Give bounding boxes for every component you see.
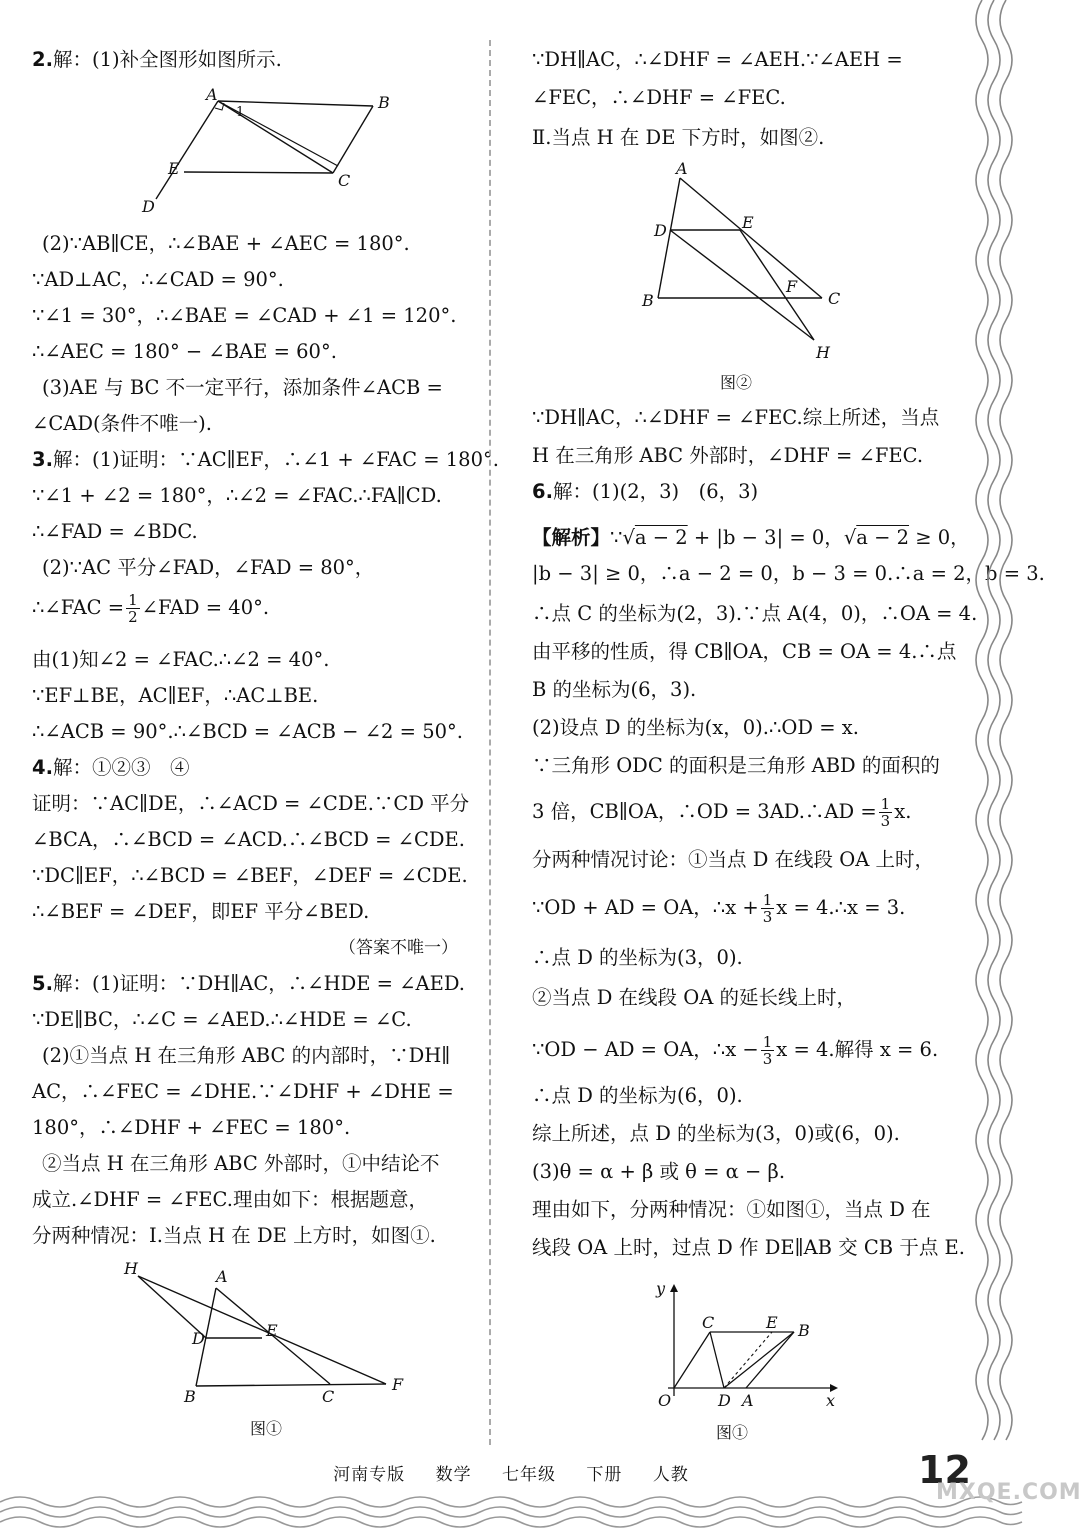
p4-line-1: 证明：∵AC∥DE，∴∠ACD = ∠CDE.∵CD 平分 <box>32 792 470 815</box>
fraction-one-third: $\frac{1}{3}$ <box>762 1033 773 1068</box>
p3-line-2: ∴∠FAD = ∠BDC. <box>32 520 198 543</box>
p3-line-5: 由(1)知∠2 = ∠FAC.∴∠2 = 40°. <box>32 648 330 671</box>
watermark: MXQE.COM <box>936 1480 1082 1505</box>
label-C: C <box>322 1387 335 1406</box>
label-x: x <box>826 1391 836 1410</box>
line-BC-F <box>196 1384 386 1386</box>
r-line-1: ∵DH∥AC，∴∠DHF = ∠AEH.∵∠AEH = <box>532 48 903 71</box>
label-D: D <box>654 221 667 240</box>
label-A: A <box>742 1391 754 1410</box>
p6-line-12: ②当点 D 在线段 OA 的延长线上时， <box>532 986 856 1009</box>
line-DB <box>724 1332 794 1388</box>
p6-line-5: B 的坐标为(6，3). <box>532 678 697 701</box>
page-number: 12 <box>918 1448 971 1492</box>
p6-line-8: 3 倍，CB∥OA，∴OD = 3AD.∴AD = $\frac{1}{3}$ x. <box>532 795 912 830</box>
p3-line-1: ∵∠1 + ∠2 = 180°，∴∠2 = ∠FAC.∴FA∥CD. <box>32 484 442 507</box>
r-line-2: ∠FEC，∴∠DHF = ∠FEC. <box>532 86 786 109</box>
problem-5-heading: 5.解：(1)证明：∵DH∥AC，∴∠HDE = ∠AED. <box>32 972 465 995</box>
label-A: A <box>676 159 688 178</box>
p6-line-15: 综上所述，点 D 的坐标为(3，0)或(6，0). <box>532 1122 900 1145</box>
p6-line-9: 分两种情况讨论：①当点 D 在线段 OA 上时， <box>532 848 934 871</box>
label-A: A <box>206 85 218 104</box>
p6-line-4: 由平移的性质，得 CB∥OA，CB = OA = 4.∴点 <box>532 640 957 663</box>
line-OC <box>674 1332 710 1388</box>
label-B: B <box>184 1387 196 1406</box>
label-H: H <box>816 343 830 362</box>
line-AC <box>680 178 822 298</box>
p2-line-1: (2)∵AB∥CE，∴∠BAE + ∠AEC = 180°. <box>42 232 410 255</box>
r-line-4: ∵DH∥AC，∴∠DHF = ∠FEC.综上所述，当点 <box>532 406 940 429</box>
label-D: D <box>718 1391 731 1410</box>
decorative-wavy-border-right <box>968 0 1022 1460</box>
fraction-one-third: $\frac{1}{3}$ <box>762 891 773 926</box>
footer-publisher: 人教 <box>652 1465 689 1485</box>
page-footer <box>0 1460 1022 1485</box>
p4-line-2: ∠BCA，∴∠BCD = ∠ACD.∴∠BCD = ∠CDE. <box>32 828 465 851</box>
p5-line-6: 成立.∠DHF = ∠FEC.理由如下：根据题意， <box>32 1188 428 1211</box>
p6-line-14: ∴点 D 的坐标为(6，0). <box>532 1084 743 1107</box>
r-line-5: H 在三角形 ABC 外部时，∠DHF = ∠FEC. <box>532 444 924 467</box>
problem-4-heading: 4.解：①②③ ④ <box>32 756 190 779</box>
figure-2-caption: 图② <box>720 373 753 392</box>
label-O: O <box>658 1391 672 1410</box>
r-line-3: Ⅱ.当点 H 在 DE 下方时，如图②. <box>532 126 825 149</box>
label-E: E <box>742 213 754 232</box>
p6-line-18: 线段 OA 上时，过点 D 作 DE∥AB 交 CB 于点 E. <box>532 1236 965 1259</box>
p5-line-1: ∵DE∥BC，∴∠C = ∠AED.∴∠HDE = ∠C. <box>32 1008 412 1031</box>
p6-line-17: 理由如下，分两种情况：①如图①，当点 D 在 <box>532 1198 931 1221</box>
figure-2-triangle-H-below <box>636 159 866 364</box>
label-C: C <box>702 1313 715 1332</box>
p6-line-1: 【解析】∵√a − 2 + |b − 3| = 0，√a − 2 ≥ 0， <box>532 526 970 549</box>
p6-line-16: (3)θ = α + β 或 θ = α − β. <box>532 1160 786 1183</box>
label-B: B <box>642 291 654 310</box>
footer-grade: 七年级 <box>502 1465 556 1485</box>
label-C: C <box>338 171 351 190</box>
p2-line-2: ∵AD⊥AC，∴∠CAD = 90°. <box>32 268 284 291</box>
problem-6-heading: 6.解：(1)(2，3) (6，3) <box>532 480 759 503</box>
p2-line-5: (3)AE 与 BC 不一定平行，添加条件∠ACB = <box>42 376 443 399</box>
p6-line-3: ∴点 C 的坐标为(2，3).∵点 A(4，0)，∴OA = 4. <box>532 602 978 625</box>
label-E: E <box>168 159 180 178</box>
p6-line-2: |b − 3| ≥ 0，∴a − 2 = 0，b − 3 = 0.∴a = 2，b = 3. <box>532 562 1045 585</box>
figure-3-coordinate-plane <box>642 1276 842 1416</box>
problem-2-heading: 2.解：(1)补全图形如图所示. <box>32 48 282 71</box>
p5-line-7: 分两种情况：Ⅰ.当点 H 在 DE 上方时，如图①. <box>32 1224 436 1247</box>
p6-line-13: ∵OD − AD = OA，∴x − $\frac{1}{3}$ x = 4.解得 x = 6. <box>532 1033 939 1068</box>
line-AB <box>746 1332 794 1388</box>
figure-parallelogram <box>138 86 398 216</box>
column-divider <box>489 40 491 1445</box>
p2-line-3: ∵∠1 = 30°，∴∠BAE = ∠CAD + ∠1 = 120°. <box>32 304 457 327</box>
p3-line-4: ∴∠FAC = $\frac{1}{2}$ ∠FAD = 40°. <box>32 591 270 626</box>
p2-line-4: ∴∠AEC = 180° − ∠BAE = 60°. <box>32 340 337 363</box>
p3-line-3: (2)∵AC 平分∠FAD，∠FAD = 80°， <box>42 556 375 579</box>
p4-line-3: ∵DC∥EF，∴∠BCD = ∠BEF，∠DEF = ∠CDE. <box>32 864 468 887</box>
label-E: E <box>266 1321 278 1340</box>
label-F: F <box>392 1375 404 1394</box>
label-B: B <box>798 1321 810 1340</box>
label-C: C <box>828 289 841 308</box>
line-EC <box>184 172 333 173</box>
label-E: E <box>766 1313 778 1332</box>
problem-3-heading: 3.解：(1)证明：∵AC∥EF，∴∠1 + ∠FAC = 180°. <box>32 448 499 471</box>
line-DE-dashed <box>724 1332 772 1388</box>
label-B: B <box>378 93 390 112</box>
footer-region: 河南专版 <box>333 1465 406 1485</box>
label-1: 1 <box>236 105 245 120</box>
y-axis-arrow <box>670 1284 678 1292</box>
line-HF <box>138 1276 386 1384</box>
label-D: D <box>142 197 155 216</box>
fraction-one-third: $\frac{1}{3}$ <box>880 795 891 830</box>
line-BC <box>333 106 373 173</box>
figure-3-caption: 图① <box>716 1423 749 1442</box>
label-D: D <box>192 1329 205 1348</box>
footer-subject: 数学 <box>435 1465 472 1485</box>
label-F: F <box>786 277 798 296</box>
p4-line-4: ∴∠BEF = ∠DEF，即EF 平分∠BED. <box>32 900 370 923</box>
label-y: y <box>656 1279 666 1298</box>
fraction-one-half: $\frac{1}{2}$ <box>128 591 138 626</box>
p5-line-4: 180°，∴∠DHF + ∠FEC = 180°. <box>32 1116 351 1139</box>
p5-line-3: AC，∴∠FEC = ∠DHE.∵∠DHF + ∠DHE = <box>32 1080 454 1103</box>
p3-line-7: ∴∠ACB = 90°.∴∠BCD = ∠ACB − ∠2 = 50°. <box>32 720 463 743</box>
line-AD <box>156 101 218 199</box>
p4-note: （答案不唯一） <box>339 938 458 958</box>
label-H: H <box>124 1259 138 1278</box>
figure-1-triangle-H-above <box>120 1259 410 1406</box>
figure-1-caption: 图① <box>250 1419 283 1438</box>
p5-line-2: (2)①当点 H 在三角形 ABC 的内部时，∵DH∥ <box>42 1044 451 1067</box>
p5-line-5: ②当点 H 在三角形 ABC 外部时，①中结论不 <box>42 1152 440 1175</box>
p6-line-10: ∵OD + AD = OA，∴x + $\frac{1}{3}$ x = 4.∴x = 3. <box>532 891 906 926</box>
p2-line-6: ∠CAD(条件不唯一). <box>32 412 212 435</box>
p6-line-7: ∵三角形 ODC 的面积是三角形 ABD 的面积的 <box>532 754 940 777</box>
line-EH <box>740 230 814 340</box>
p6-line-6: (2)设点 D 的坐标为(x，0).∴OD = x. <box>532 716 859 739</box>
p3-line-6: ∵EF⊥BE，AC∥EF，∴AC⊥BE. <box>32 684 319 707</box>
line-CD <box>710 1332 724 1388</box>
label-A: A <box>216 1267 228 1286</box>
p6-line-11: ∴点 D 的坐标为(3，0). <box>532 946 743 969</box>
footer-volume: 下册 <box>586 1465 623 1485</box>
